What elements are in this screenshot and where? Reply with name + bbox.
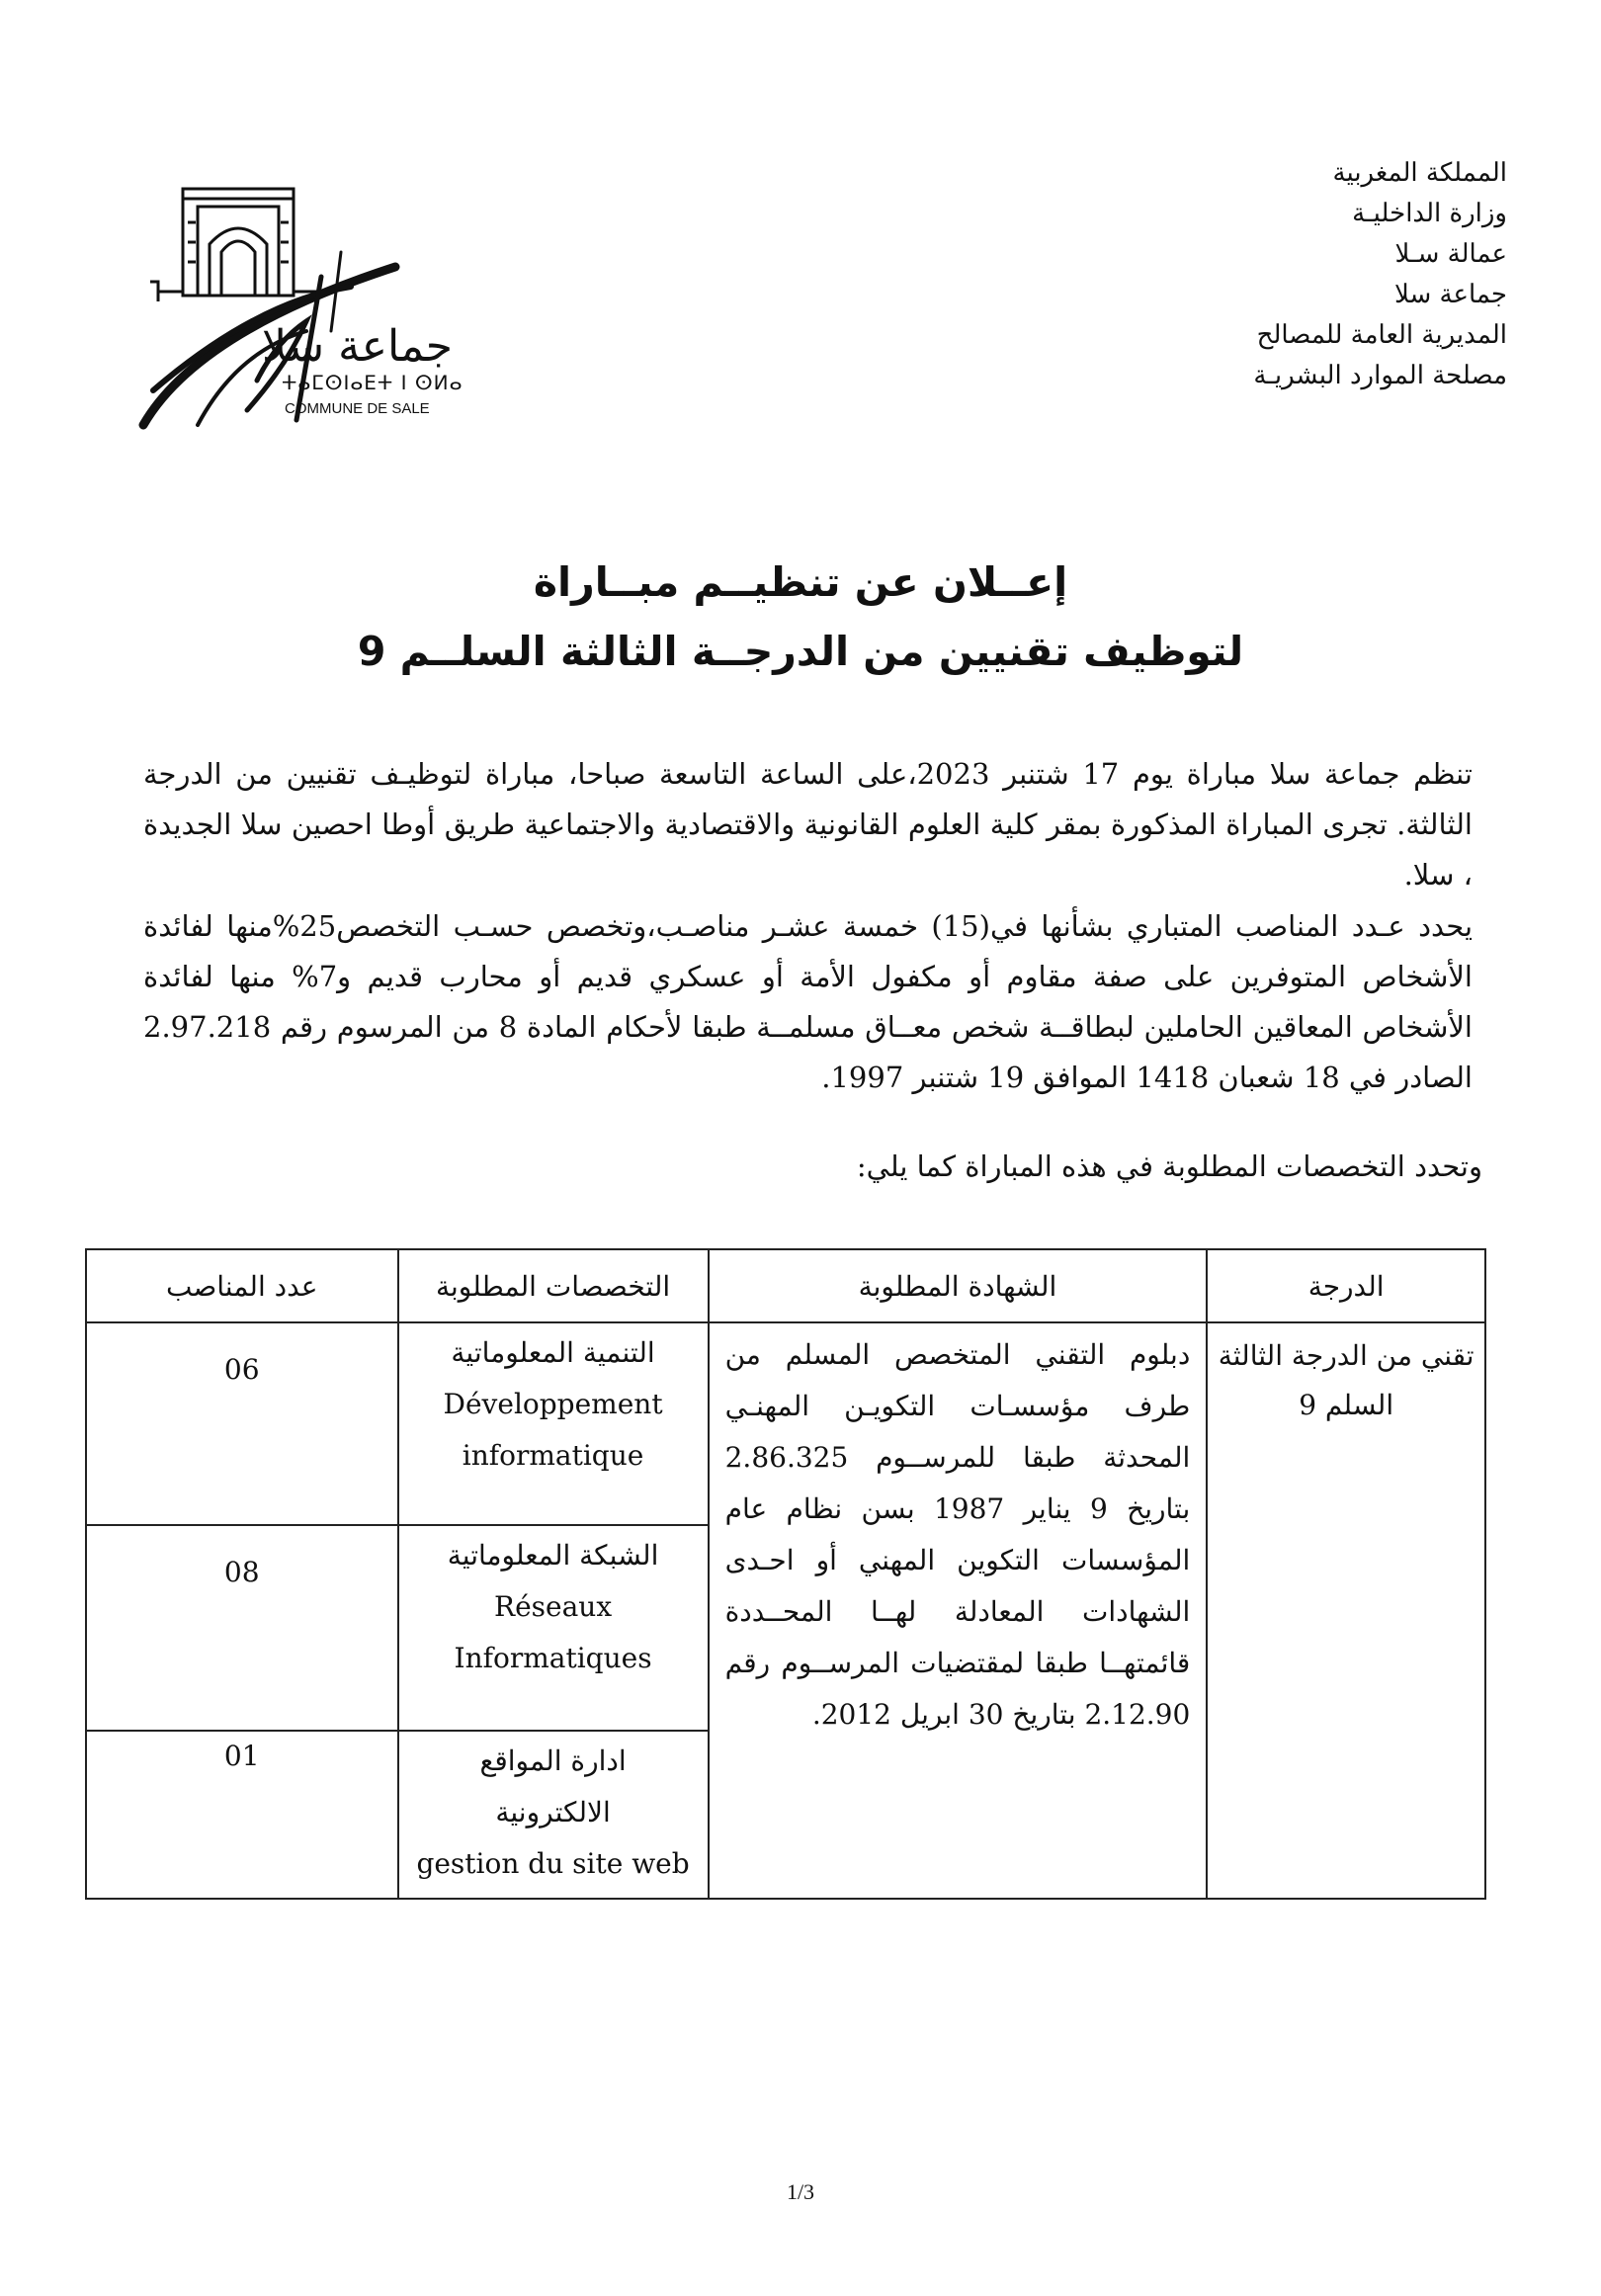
specialty-cell	[398, 1525, 709, 1731]
header-line: جماعة سلا	[1393, 280, 1507, 309]
header-certificate: الشهادة المطلوبة	[709, 1249, 1208, 1322]
paragraph-posts-quota: يحدد عـدد المناصب المتباري بشأنها في(15) خمسة عشـر مناصـب،وتخصص حسـب التخصص25%منها لفائدة الأشخاص المتوفرين على صفة مقاوم أو مكفول الأمة أو عسكري قديم أو محارب قديم و7% منها لفائدة الأشخاص المعاقين الحاملين لبطاقــة شخص معــاق مسلمــة طبقا لأحكام المادة 8 من المرسوم رقم 2.97.218 الصادر في 18 شعبان 1418 الموافق 19 شتنبر 1997.	[143, 909, 1474, 1094]
posts-table	[85, 1248, 1486, 1900]
announcement-title: إعــلان عن تنظيــم مبــاراة	[533, 558, 1068, 606]
count-cell: 01	[86, 1731, 398, 1899]
grade-cell: تقني من الدرجة الثالثة السلم 9	[1207, 1322, 1485, 1899]
logo-french-text: COMMUNE DE SALE	[285, 400, 430, 417]
table-row	[86, 1322, 1485, 1525]
count-cell: 06	[86, 1322, 398, 1525]
header-line: المملكة المغربية	[1332, 158, 1507, 188]
paragraph-specialties-intro: وتحدد التخصصات المطلوبة في هذه المباراة كما يلي:	[856, 1149, 1482, 1183]
header-specialties: التخصصات المطلوبة	[398, 1249, 709, 1322]
specialty-cell	[398, 1731, 709, 1899]
specialty-arabic: ادارة المواقع	[479, 1744, 627, 1777]
header-count: عدد المناصب	[86, 1249, 398, 1322]
announcement-subtitle: لتوظيف تقنيين من الدرجــة الثالثة السلــم 9	[357, 628, 1244, 675]
specialty-arabic: الشبكة المعلوماتية	[447, 1539, 659, 1572]
specialty-cell	[398, 1322, 709, 1525]
issuer-header	[1092, 153, 1507, 396]
logo-arabic-text: جماعة سلا	[262, 321, 453, 372]
specialty-french: Développement	[443, 1388, 663, 1420]
specialty-arabic: التنمية المعلوماتية	[451, 1336, 655, 1369]
header-line: مصلحة الموارد البشريـة	[1253, 361, 1507, 390]
header-line: المديرية العامة للمصالح	[1256, 320, 1507, 350]
specialty-french: Informatiques	[454, 1642, 652, 1674]
count-cell: 08	[86, 1525, 398, 1731]
specialty-french: informatique	[462, 1439, 644, 1472]
logo-tifinagh-text: ⵜⴰⵎⵙⵏⴰⴹⵜ ⵏ ⵙⵍⴰ	[282, 371, 463, 394]
header-grade: الدرجة	[1207, 1249, 1485, 1322]
specialty-french: Réseaux	[494, 1590, 613, 1623]
specialty-french: gestion du site web	[416, 1847, 690, 1880]
header-line: وزارة الداخليـة	[1352, 199, 1507, 228]
commune-logo	[138, 183, 474, 430]
page-number: 1/3	[786, 2179, 815, 2204]
certificate-cell: دبلوم التقني المتخصص المسلم من طرف مؤسسـات التكويـن المهنـي المحدثة طبقا للمرســوم 2.86.325 بتاريخ 9 يناير 1987 بسن نظام عام المؤسسات التكوين المهني أو احـدى الشهادات المعادلة لهــا المحــددة قائمتهــا طبقا لمقتضيات المرســوم رقم 2.12.90 بتاريخ 30 ابريل 2012.	[709, 1322, 1208, 1899]
paragraph-exam-date: تنظم جماعة سلا مباراة يوم 17 شتنبر 2023،على الساعة التاسعة صباحا، مباراة لتوظيـف تقنيين من الدرجة الثالثة. تجرى المباراة المذكورة بمقر كلية العلوم القانونية والاقتصادية والاجتماعية طريق أوطا احصين سلا الجديدة ، سلا.	[143, 757, 1473, 892]
header-line: عمالة سـلا	[1394, 239, 1507, 269]
table-header-row	[86, 1249, 1485, 1322]
specialty-arabic: الالكترونية	[495, 1796, 611, 1828]
